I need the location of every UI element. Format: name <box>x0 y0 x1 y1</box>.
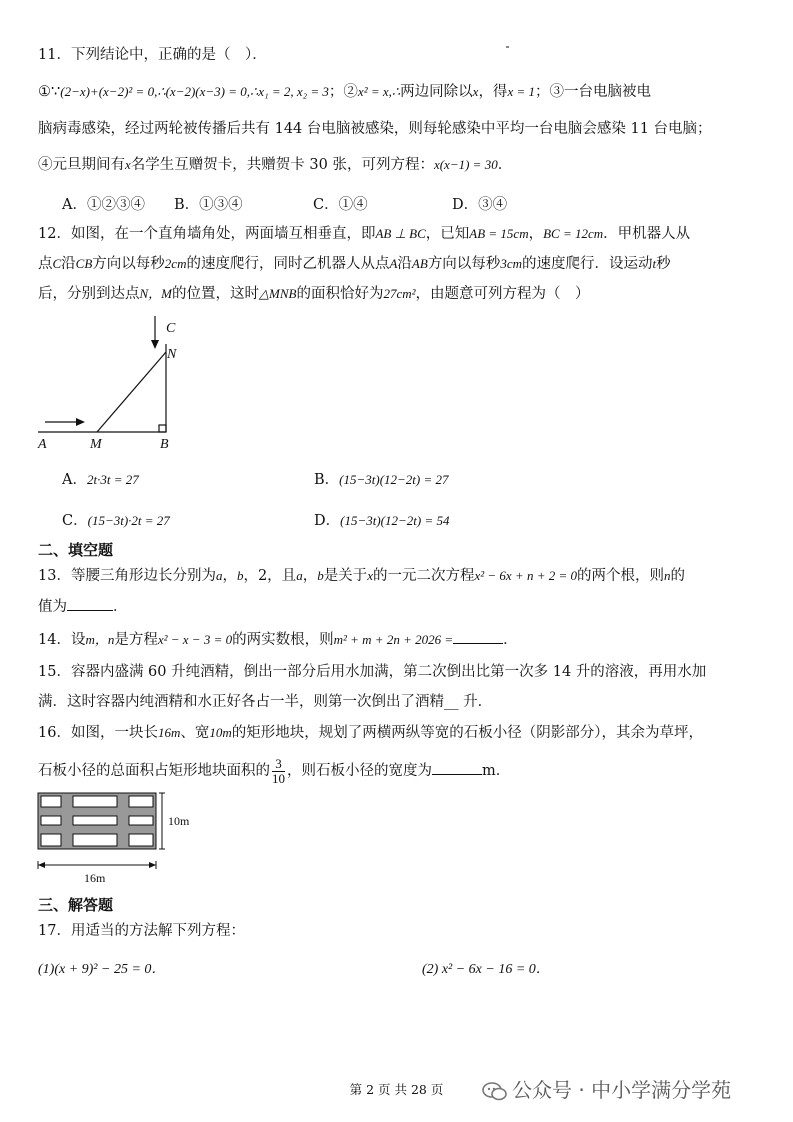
arrow-right-head <box>76 418 85 426</box>
q13-line1: 13．等腰三角形边长分别为a，b，2，且a，b是关于x的一元二次方程x² − 6x + n + 2 = 0的两个根，则n的 <box>38 568 685 584</box>
segment-mn <box>97 352 166 432</box>
q14-answer-blank[interactable] <box>453 643 503 644</box>
watermark: 公众号 · 中小学满分学苑 <box>482 1074 731 1103</box>
scan-dot <box>506 46 509 48</box>
q12-figure <box>30 314 190 454</box>
lawn-blocks <box>41 796 153 846</box>
page-footer: 第 2 页 共 28 页 <box>349 1082 444 1097</box>
arrow-down-head <box>151 340 159 349</box>
q11-stem: 11．下列结论中，正确的是（ ）． <box>38 47 267 63</box>
width-label: 16m <box>84 871 106 885</box>
q14-line: 14．设m，n是方程x² − x − 3 = 0的两实数根，则m² + m + 2n + 2026 = ． <box>38 632 518 648</box>
q11-option-a: A．①②③④ <box>62 197 145 213</box>
q11-option-c: C．①④ <box>313 197 368 213</box>
q12-line2: 点C沿CB方向以每秒2cm的速度爬行，同时乙机器人从点A沿AB方向以每秒3cm的速度爬行．设运动t秒 <box>38 256 671 272</box>
q13-line2: 值为 ． <box>38 599 128 615</box>
q11-option-d: D．③④ <box>452 197 508 213</box>
q16-line1: 16．如图，一块长16m、宽10m的矩形地块，规划了两横两纵等宽的石板小径（阴影部分），其余为草坪， <box>38 725 703 741</box>
label-a: A <box>38 437 47 452</box>
q11-line3: ④元旦期间有x名学生互赠贺卡，共赠贺卡 30 张，可列方程：x(x−1) = 30． <box>38 157 513 173</box>
q11-line1: ①∵(2−x)+(x−2)² = 0,∴(x−2)(x−3) = 0,∴x₁ = 2, x₂ = 3；②x² = x,∴两边同除以x，得x = 1；③一台电脑被电 <box>38 84 651 100</box>
label-c: C <box>166 321 176 336</box>
q12-option-a: A．2t·3t = 27 <box>62 472 139 488</box>
q16-line2: 石板小径的总面积占矩形地块面积的 $\frac{3}{10}$ ，则石板小径的宽度为 m． <box>38 755 511 786</box>
q15-line1: 15．容器内盛满 60 升纯酒精，倒出一部分后用水加满，第二次倒出比第一次多 14 升的溶液，再用水加 <box>38 664 707 680</box>
q12-option-b: B．(15−3t)(12−2t) = 27 <box>314 472 449 488</box>
label-b: B <box>160 437 169 452</box>
q12-line3: 后，分别到达点N，M的位置，这时△MNB的面积恰好为27cm²，由题意可列方程为（ ） <box>38 286 590 302</box>
q13-answer-blank[interactable] <box>67 610 113 611</box>
q15-line2: 满．这时容器内纯酒精和水正好各占一半，则第一次倒出了酒精__ 升． <box>38 694 493 710</box>
q16-answer-blank[interactable] <box>432 774 482 775</box>
q17-part-2: (2) x² − 6x − 16 = 0． <box>422 962 550 977</box>
q12-option-d: D．(15−3t)(12−2t) = 54 <box>314 513 450 529</box>
label-n: N <box>167 347 177 362</box>
q11-line2: 脑病毒感染，经过两轮被传播后共有 144 台电脑被感染，则每轮感染中平均一台电脑会感染 11 台电脑； <box>38 121 712 137</box>
q16-figure <box>34 790 204 890</box>
q11-option-b: B．①③④ <box>174 197 243 213</box>
wechat-icon <box>482 1082 508 1102</box>
section-2-heading: 二、填空题 <box>38 541 114 559</box>
q17-part-1: (1)(x + 9)² − 25 = 0． <box>38 962 166 977</box>
q12-option-c: C．(15−3t)·2t = 27 <box>62 513 170 529</box>
right-angle-mark <box>159 425 166 432</box>
label-m: M <box>90 437 102 452</box>
section-3-heading: 三、解答题 <box>38 896 114 914</box>
fraction-3-10: $\frac{3}{10}$ <box>272 755 285 786</box>
q12-line1: 12．如图，在一个直角墙角处，两面墙互相垂直，即AB ⊥ BC，已知AB = 15cm，BC = 12cm．甲机器人从 <box>38 226 691 242</box>
height-label: 10m <box>168 814 190 828</box>
q17-stem: 17．用适当的方法解下列方程： <box>38 923 245 939</box>
